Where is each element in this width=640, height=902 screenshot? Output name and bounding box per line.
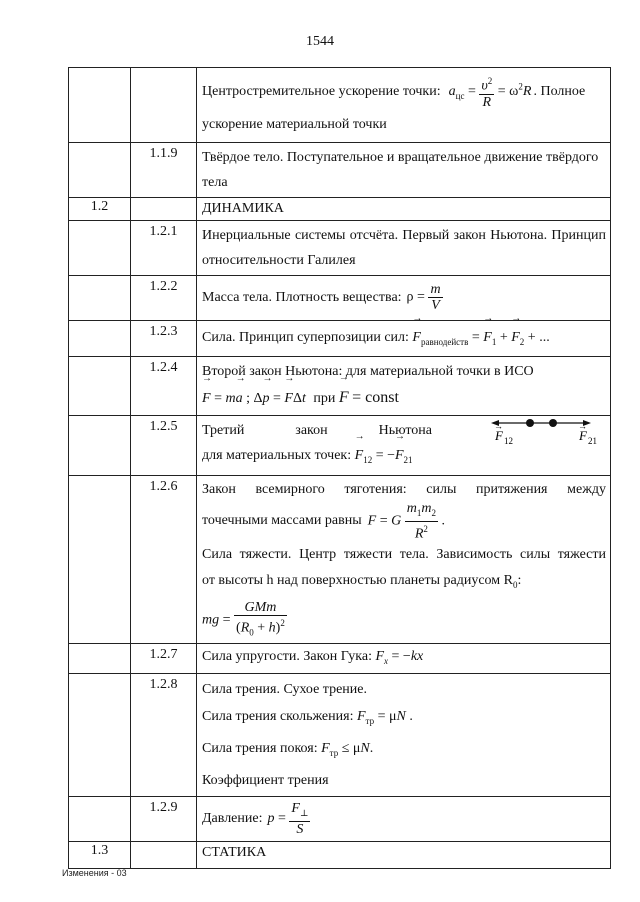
row-text: Сила упругости. Закон Гука: [202,648,372,664]
row-number: 1.1.9 [131,142,197,197]
table-row [69,320,611,357]
row-pressure [197,796,611,841]
footer-revision: Изменения - 03 [62,868,127,878]
row-text: Масса тела. Плотность вещества: [202,290,402,306]
sliding-friction: Сила трения скольжения: $F_{тр} = \mu N$ . [202,709,413,727]
superposition-formula: → $F_{равнодейств}$ = → $F_1$ + → $F_2$ + ... [412,330,549,345]
gravity-formula: mg = $\frac{\text{GMm}}{(R_0 + h)^2}$ [202,600,285,638]
row-friction [197,674,611,797]
row-number: 1.2.7 [131,643,197,674]
gravitation-formula: F = G $\frac{m_1m_2}{R^2}$ . [367,501,445,542]
row-number: 1.2.5 [131,416,197,476]
svg-text:12: 12 [504,436,513,447]
gravitation-text: Закон всемирного тяготения: силы притяжения между точечными массами равны F = G $\frac{m_1m_2}{R^2}$ . [202,482,606,542]
row-number: 1.2.9 [131,796,197,841]
table-row [69,674,611,797]
row-superposition [197,320,611,357]
section-title: СТАТИКА [197,841,611,868]
section-row [69,197,611,220]
svg-text:F: F [495,428,503,444]
row-text: Давление: [202,811,263,827]
row-number: 1.2.1 [131,220,197,275]
row-text: Второй закон Ньютона: для материальной точки в ИСО [202,364,534,380]
svg-text:F: F [579,428,587,444]
table-row [69,796,611,841]
row-gravitation [197,476,611,643]
table-row [69,357,611,416]
section-row [69,841,611,868]
svg-text:21: 21 [588,436,597,447]
friction-line: Сила трения. Сухое трение. [202,682,367,698]
row-number: 1.2.4 [131,357,197,416]
table-row [69,416,611,476]
row-text: Инерциальные системы отсчёта. Первый закон Ньютона. Принцип относительности Галилея [197,220,611,275]
centripetal-label: Центростремительное ускорение точки: [202,83,441,99]
table-row [69,275,611,320]
svg-text:→: → [578,421,587,432]
row-text: Сила. Принцип суперпозиции сил: [202,329,409,345]
table-row [69,476,611,643]
table-row [69,643,611,674]
third-law-formula: для материальных точек: → $F_{12}$ = −→ $F_{21}$ [202,443,606,473]
section-number: 1.3 [69,841,131,868]
row-number: 1.2.8 [131,674,197,797]
row-mass-density [197,275,611,320]
row-centripetal: Центростремительное ускорение точки: $a_{цс}$ = $\frac{\upsilon^2}{R}$ = $\omega^2R$ . Полное ускорение материальной точки [197,68,611,143]
codifier-table [68,67,611,869]
static-friction: Сила трения покоя: $F_{тр} \le \mu N$. [202,741,374,758]
row-third-law [197,416,611,476]
hooke-formula: $F_x = -kx$ [375,648,424,666]
density-formula: ρ = $\frac{m}{V}$ [406,282,441,314]
second-law-formula: → F = m→ a ; Δ→ p = → FΔt при → F = const [202,384,606,413]
row-number: 1.2.6 [131,476,197,643]
row-second-law [197,357,611,416]
gravity-text: Сила тяжести. Центр тяжести тела. Зависимость силы тяжести от высоты h над поверхностью планеты радиусом $R_0$: [202,547,606,591]
row-number: 1.2.3 [131,320,197,357]
pressure-formula: p = $\frac{F_\perp}{S}$ [267,800,309,837]
third-law-diagram [487,416,599,456]
centripetal-formula: $a_{цс}$ = $\frac{\upsilon^2}{R}$ = $\omega^2R$ [448,76,532,110]
svg-text:→: → [494,421,503,432]
table-row [69,142,611,197]
page-number: 1544 [306,34,334,49]
row-text: Твёрдое тело. Поступательное и вращательное движение твёрдого тела [197,142,611,197]
section-title: ДИНАМИКА [197,197,611,220]
row-number: 1.2.2 [131,275,197,320]
friction-coefficient: Коэффициент трения [202,772,329,788]
table-row [69,68,611,143]
row-hooke [197,643,611,674]
table-row [69,220,611,275]
row-text: Третий закон Ньютона [202,423,432,439]
section-number: 1.2 [69,197,131,220]
